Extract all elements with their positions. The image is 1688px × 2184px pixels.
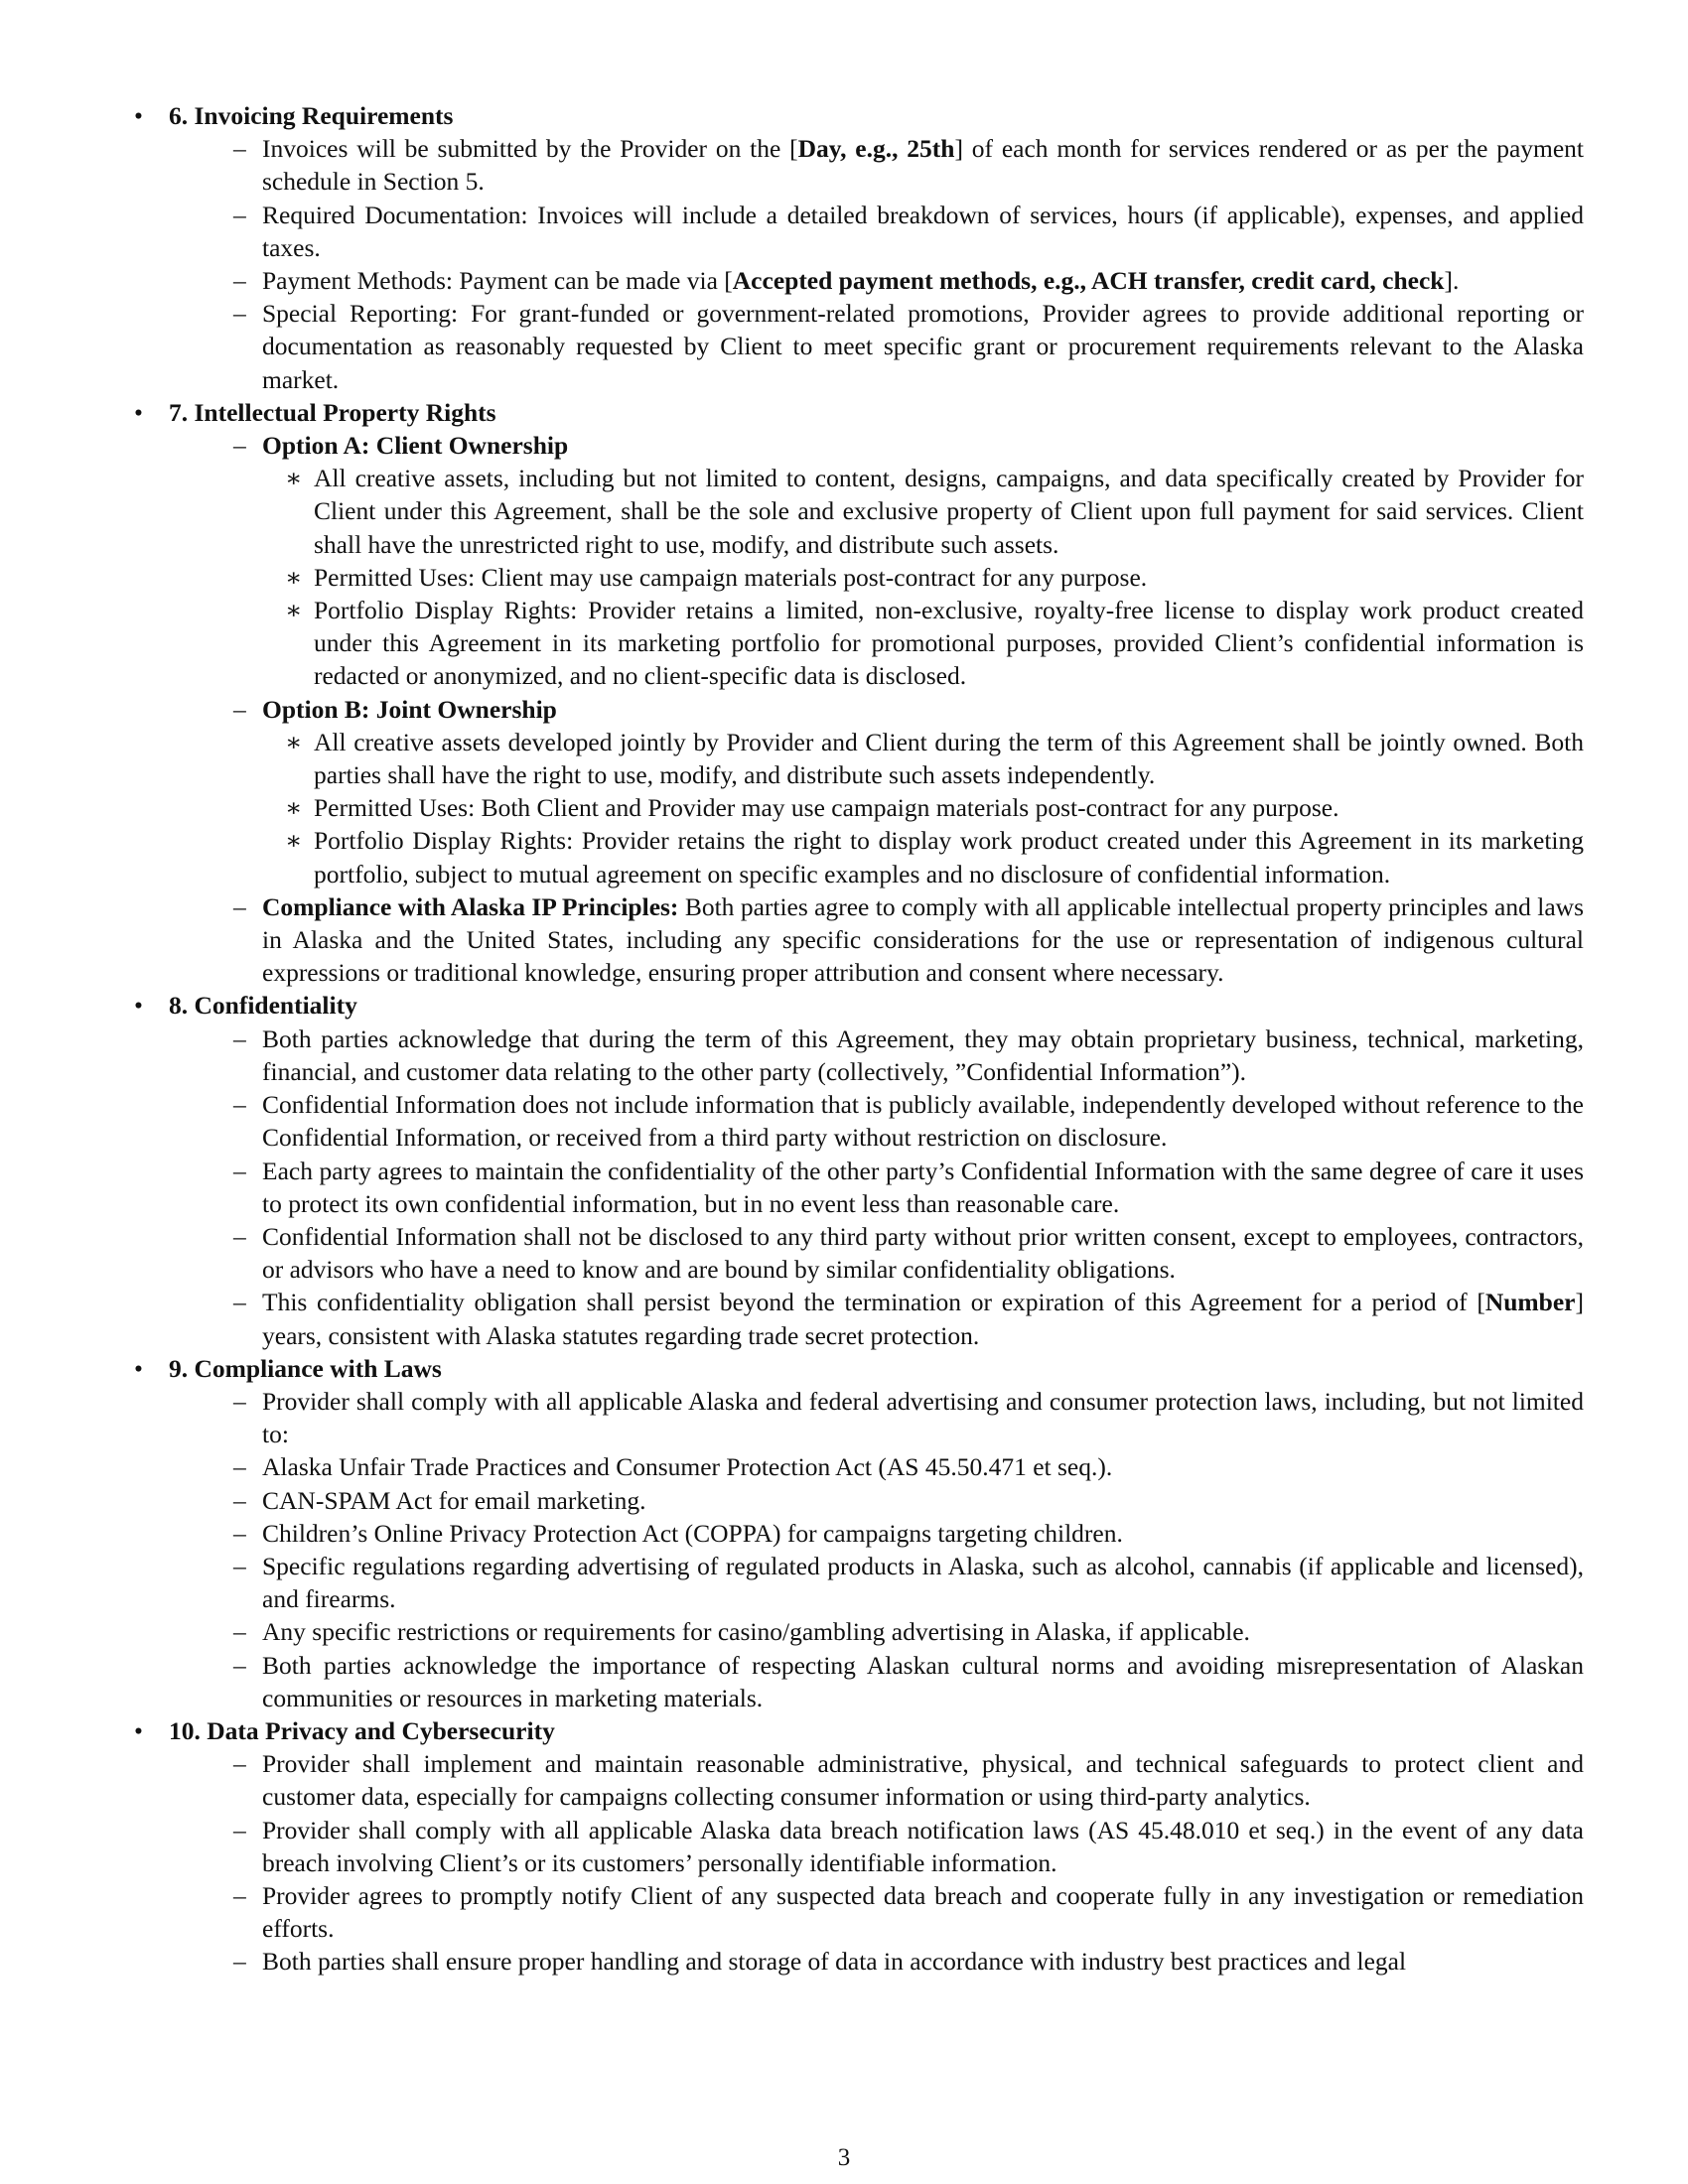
list-item: – This confidentiality obligation shall persist beyond the termination or expiration of this Agreement for a period of [Number] years, consistent with Alaska statutes regarding trade secret protection. (233, 1288, 1584, 1350)
list-item: – Invoices will be submitted by the Provider on the [Day, e.g., 25th] of each month for services rendered or as per the payment schedule in Section 5. (233, 134, 1585, 197)
section-title: 9. Compliance with Laws (169, 1353, 442, 1383)
section-data-privacy (134, 1714, 1584, 1979)
bullet-icon: • (134, 101, 143, 130)
section-title: 6. Invoicing Requirements (169, 101, 454, 130)
list-item: – Provider shall implement and maintain reasonable administrative, physical, and technical safeguards to protect client and customer data, especially for campaigns collecting consumer information or using third-party analytics. (233, 1749, 1584, 1812)
list-item: – Confidential Information shall not be disclosed to any third party without prior written consent, except to employees, contractors, or advisors who have a need to know and are bound by similar confidentiality obligations. (233, 1221, 1584, 1285)
list-item: – Specific regulations regarding advertising of regulated products in Alaska, such as alcohol, cannabis (if applicable and licensed), and firearms. (233, 1551, 1584, 1614)
bullet-icon: • (134, 991, 143, 1021)
page-number: 3 (837, 2144, 851, 2171)
list-item: – Provider shall comply with all applicable Alaska and federal advertising and consumer protection laws, including, but not limited to: (233, 1386, 1584, 1449)
list-item: – Both parties acknowledge the importance of respecting Alaskan cultural norms and avoiding misrepresentation of Alaskan communities or resources in marketing materials. (233, 1650, 1584, 1712)
sub-item: ∗ Portfolio Display Rights: Provider retains the right to display work product created under this Agreement in its marketing portfolio, subject to mutual agreement on specific examples and no disclosure of confidential information. (285, 826, 1584, 888)
section-ip-rights (134, 396, 1584, 990)
sub-item: ∗ All creative assets developed jointly by Provider and Client during the term of this Agreement shall be jointly owned. Both parties shall have the right to use, modify, and distribute such assets independently. (285, 727, 1584, 790)
list-item: – Both parties shall ensure proper handling and storage of data in accordance with industry best practices and legal (233, 1947, 1407, 1977)
list-item: – Provider shall comply with all applicable Alaska data breach notification laws (AS 45.48.010 et seq.) in the event of any data breach involving Client’s or its customers’ personally identifiable information. (233, 1815, 1584, 1877)
section-title: 10. Data Privacy and Cybersecurity (169, 1715, 555, 1745)
section-compliance-laws (134, 1352, 1584, 1714)
document-body (134, 99, 1584, 1979)
list-item: – Children’s Online Privacy Protection Act (COPPA) for campaigns targeting children. (233, 1518, 1123, 1548)
bullet-icon: • (134, 1715, 143, 1745)
list-item: – Special Reporting: For grant-funded or government-related promotions, Provider agrees to provide additional reporting or documentation as reasonably requested by Client to meet specific grant or procurement requirements relevant to the Alaska market. (233, 299, 1584, 394)
list-item: – Alaska Unfair Trade Practices and Consumer Protection Act (AS 45.50.471 et seq.). (233, 1452, 1113, 1482)
ip-compliance-item: – Compliance with Alaska IP Principles: Both parties agree to comply with all applicable intellectual property principles and laws in Alaska and the United States, including any specific considerations for the use or representation of indigenous cultural expressions or traditional knowledge, ensuring proper attribution and consent where necessary. (233, 891, 1585, 988)
list-item: – Payment Methods: Payment can be made via [Accepted payment methods, e.g., ACH transfer, credit card, check]. (233, 266, 1460, 296)
sub-item: ∗ Permitted Uses: Both Client and Provider may use campaign materials post-contract for any purpose. (285, 793, 1339, 823)
section-title: 7. Intellectual Property Rights (169, 397, 496, 427)
sub-item: ∗ Portfolio Display Rights: Provider retains a limited, non-exclusive, royalty-free license to display work product created under this Agreement in its marketing portfolio for promotional purposes, provided Client’s confidential information is redacted or anonymized, and no client-specific data is disclosed. (285, 596, 1584, 691)
bullet-icon: • (134, 1353, 143, 1383)
bullet-icon: • (134, 397, 143, 427)
list-item: – CAN-SPAM Act for email marketing. (233, 1485, 646, 1515)
list-item: – Both parties acknowledge that during the term of this Agreement, they may obtain proprietary business, technical, marketing, financial, and customer data relating to the other party (collectively, ”Confidential Information”). (233, 1024, 1584, 1086)
list-item: – Required Documentation: Invoices will include a detailed breakdown of services, hours (if applicable), expenses, and applied taxes. (233, 200, 1584, 262)
list-item: – Confidential Information does not include information that is publicly available, independently developed without reference to the Confidential Information, or received from a third party without restriction on disclosure. (233, 1090, 1584, 1153)
list-item: – Any specific restrictions or requirements for casino/gambling advertising in Alaska, if applicable. (233, 1617, 1250, 1647)
option-b: – Option B: Joint Ownership (233, 694, 557, 724)
section-invoicing (134, 99, 1584, 396)
option-a: – Option A: Client Ownership (233, 431, 569, 461)
sub-item: ∗ All creative assets, including but not limited to content, designs, campaigns, and data specifically created by Provider for Client under this Agreement, shall be the sole and exclusive property of Client upon full payment for said services. Client shall have the unrestricted right to use, modify, and distribute such assets. (285, 464, 1584, 559)
section-confidentiality (134, 989, 1584, 1351)
list-item: – Provider agrees to promptly notify Client of any suspected data breach and cooperate fully in any investigation or remediation efforts. (233, 1880, 1584, 1944)
list-item: – Each party agrees to maintain the confidentiality of the other party’s Confidential Information with the same degree of care it uses to protect its own confidential information, but in no event less than reasonable care. (233, 1156, 1584, 1218)
section-title: 8. Confidentiality (169, 991, 357, 1021)
sub-item: ∗ Permitted Uses: Client may use campaign materials post-contract for any purpose. (285, 562, 1148, 592)
